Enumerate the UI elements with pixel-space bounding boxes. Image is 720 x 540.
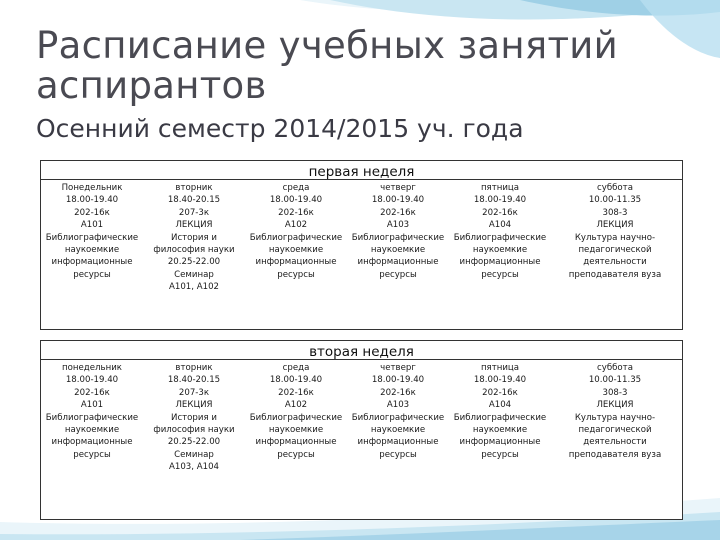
day-column: [551, 360, 679, 538]
schedule-line: Библиографические: [45, 232, 139, 243]
day-column: [449, 360, 551, 538]
schedule-line: ресурсы: [379, 269, 417, 280]
schedule-line: А103: [386, 400, 410, 411]
schedule-line: 202-16к: [74, 207, 110, 218]
schedule-line: Библиографические: [249, 412, 343, 423]
schedule-line: 18.00-19.40: [371, 195, 425, 206]
schedule-line: деятельности: [583, 437, 647, 448]
week-1-days: [41, 180, 682, 348]
schedule-line: А103: [386, 220, 410, 231]
schedule-line: наукоемкие: [268, 245, 324, 256]
schedule-line: наукоемкие: [472, 425, 528, 436]
schedule-line: информационные: [357, 257, 439, 268]
week-2-title-text: вторая неделя: [309, 344, 414, 360]
schedule-line: информационные: [255, 257, 337, 268]
schedule-line: наукоемкие: [370, 245, 426, 256]
day-name: суббота: [597, 183, 633, 193]
day-name: четверг: [380, 363, 416, 373]
day-name: пятница: [480, 183, 520, 193]
day-column: [41, 180, 143, 348]
day-name: суббота: [597, 363, 633, 373]
day-column: [143, 360, 245, 538]
week-1-table: [40, 160, 683, 330]
schedule-line: ЛЕКЦИЯ: [596, 220, 634, 231]
day-name: среда: [282, 363, 310, 373]
day-name: пятница: [480, 363, 520, 373]
schedule-line: 202-16к: [482, 207, 518, 218]
schedule-line: 18.40-20.15: [167, 195, 221, 206]
schedule-line: А104: [488, 400, 512, 411]
schedule-line: ЛЕКЦИЯ: [596, 400, 634, 411]
schedule-line: 18.00-19.40: [473, 195, 527, 206]
schedule-line: информационные: [459, 257, 541, 268]
title-line-2: аспирантов: [36, 64, 267, 107]
schedule-line: Библиографические: [453, 232, 547, 243]
day-name: Понедельник: [61, 183, 123, 193]
schedule-line: 202-16к: [482, 387, 518, 398]
schedule-line: 20.25-22.00: [167, 437, 221, 448]
schedule-line: 18.00-19.40: [371, 375, 425, 386]
schedule-line: 207-3к: [178, 387, 210, 398]
schedule-line: Семинар: [174, 269, 214, 280]
day-name: вторник: [175, 183, 213, 193]
schedule-line: 207-3к: [178, 207, 210, 218]
day-column: [245, 180, 347, 348]
schedule-line: 18.00-19.40: [65, 195, 119, 206]
day-column: [245, 360, 347, 538]
week-2-days: [41, 360, 682, 538]
schedule-line: А102: [284, 400, 308, 411]
schedule-line: деятельности: [583, 257, 647, 268]
schedule-line: педагогической: [578, 245, 652, 256]
schedule-line: 202-16к: [278, 207, 314, 218]
schedule-line: ресурсы: [73, 269, 111, 280]
day-column: [551, 180, 679, 348]
schedule-line: преподавателя вуза: [568, 449, 662, 460]
schedule-line: История и: [171, 232, 217, 243]
schedule-line: ресурсы: [277, 269, 315, 280]
schedule-line: информационные: [51, 437, 133, 448]
week-1-title: [41, 161, 682, 180]
schedule-line: А104: [488, 220, 512, 231]
schedule-line: 18.40-20.15: [167, 375, 221, 386]
schedule-line: Библиографические: [351, 232, 445, 243]
schedule-line: А101, А102: [168, 282, 220, 293]
schedule-line: 20.25-22.00: [167, 257, 221, 268]
schedule-line: А101: [80, 220, 104, 231]
schedule-line: 202-16к: [380, 387, 416, 398]
schedule-line: 202-16к: [278, 387, 314, 398]
schedule-line: 202-16к: [380, 207, 416, 218]
schedule-line: наукоемкие: [268, 425, 324, 436]
schedule-line: ресурсы: [481, 449, 519, 460]
day-name: среда: [282, 183, 310, 193]
day-column: [449, 180, 551, 348]
schedule-line: А103, А104: [168, 462, 220, 473]
schedule-line: 10.00-11.35: [588, 375, 642, 386]
schedule-line: ресурсы: [481, 269, 519, 280]
schedule-line: 18.00-19.40: [473, 375, 527, 386]
day-name: понедельник: [62, 363, 122, 373]
schedule-line: информационные: [255, 437, 337, 448]
schedule-line: А102: [284, 220, 308, 231]
schedule-line: А101: [80, 400, 104, 411]
schedule-line: Библиографические: [45, 412, 139, 423]
day-name: четверг: [380, 183, 416, 193]
schedule-line: ЛЕКЦИЯ: [175, 220, 213, 231]
schedule-line: Библиографические: [249, 232, 343, 243]
schedule-line: наукоемкие: [472, 245, 528, 256]
schedule-line: 18.00-19.40: [269, 195, 323, 206]
schedule-line: философия науки: [153, 245, 235, 256]
schedule-line: История и: [171, 412, 217, 423]
schedule-line: 10.00-11.35: [588, 195, 642, 206]
schedule-line: педагогической: [578, 425, 652, 436]
schedule-line: 18.00-19.40: [269, 375, 323, 386]
slide-subtitle: Осенний семестр 2014/2015 уч. года: [36, 114, 524, 143]
schedule-line: Библиографические: [453, 412, 547, 423]
day-name: вторник: [175, 363, 213, 373]
schedule-line: ЛЕКЦИЯ: [175, 400, 213, 411]
schedule-line: 18.00-19.40: [65, 375, 119, 386]
week-2-table: [40, 340, 683, 520]
schedule-line: информационные: [357, 437, 439, 448]
schedule-line: Культура научно-: [574, 412, 656, 423]
schedule-line: Культура научно-: [574, 232, 656, 243]
day-column: [347, 360, 449, 538]
schedule-line: Семинар: [174, 449, 214, 460]
schedule-line: 308-3: [602, 207, 628, 218]
day-column: [41, 360, 143, 538]
title-line-1: Расписание учебных занятий: [36, 24, 618, 67]
schedule-line: преподавателя вуза: [568, 269, 662, 280]
week-2-title: [41, 341, 682, 360]
schedule-line: ресурсы: [379, 449, 417, 460]
schedule-line: философия науки: [153, 425, 235, 436]
schedule-line: ресурсы: [277, 449, 315, 460]
schedule-line: Библиографические: [351, 412, 445, 423]
week-1-title-text: первая неделя: [308, 164, 415, 180]
schedule-line: ресурсы: [73, 449, 111, 460]
schedule-line: 202-16к: [74, 387, 110, 398]
day-column: [347, 180, 449, 348]
schedule-line: 308-3: [602, 387, 628, 398]
schedule-line: наукоемкие: [64, 245, 120, 256]
schedule-line: информационные: [51, 257, 133, 268]
slide-title: [36, 26, 618, 106]
schedule-line: наукоемкие: [370, 425, 426, 436]
schedule-line: наукоемкие: [64, 425, 120, 436]
day-column: [143, 180, 245, 348]
schedule-line: информационные: [459, 437, 541, 448]
